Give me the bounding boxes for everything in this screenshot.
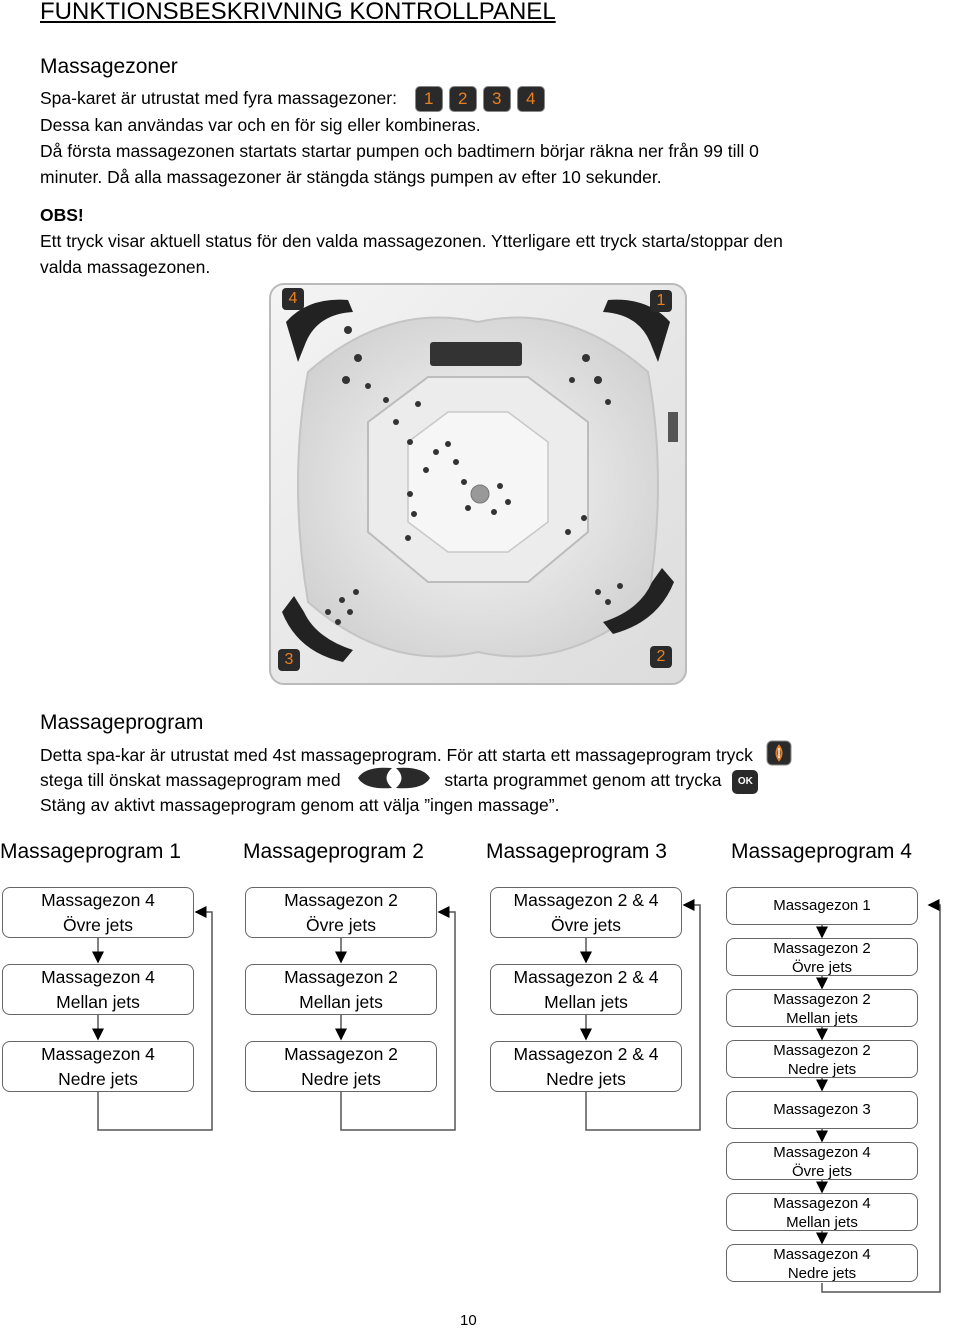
program-line-2a-text: stega till önskat massageprogram med — [40, 770, 341, 791]
program-3-step-1 — [490, 887, 682, 938]
program-4-step-7 — [726, 1193, 918, 1231]
step-jets: Mellan jets — [56, 992, 140, 1012]
step-jets: Övre jets — [62, 915, 134, 935]
obs-label: OBS! — [40, 205, 84, 225]
program-line-1-text: Detta spa-kar är utrustat med 4st massageprogram. För att starta ett massageprogram tryck — [40, 745, 753, 766]
program-3-step-3 — [490, 1041, 682, 1092]
program-2-step-2 — [245, 964, 437, 1015]
step-zone: Massagezon 4 — [41, 967, 155, 987]
spa-tub-drawing — [268, 282, 688, 686]
step-jets: Övre jets — [305, 915, 377, 935]
step-zone: Massagezon 2 — [773, 940, 871, 957]
program-4-step-4 — [726, 1040, 918, 1078]
zone-key-3[interactable]: 3 — [483, 86, 511, 112]
step-jets: Övre jets — [791, 1163, 852, 1180]
page-title: FUNKTIONSBESKRIVNING KONTROLLPANEL — [40, 0, 556, 25]
step-zone: Massagezon 2 — [773, 991, 871, 1008]
page-number: 10 — [460, 1312, 477, 1329]
zones-line-4: minuter. Då alla massagezoner är stängda stängs pumpen av efter 10 sekunder. — [40, 167, 662, 187]
program-4-step-2 — [726, 938, 918, 976]
program-1-title: Massageprogram 1 — [0, 840, 181, 863]
program-4-step-6 — [726, 1142, 918, 1180]
step-zone: Massagezon 1 — [773, 897, 871, 914]
spa-tub-illustration — [268, 282, 688, 686]
zone-key-1[interactable]: 1 — [415, 86, 443, 112]
step-zone: Massagezon 2 & 4 — [513, 1044, 659, 1064]
program-1-step-2 — [2, 964, 194, 1015]
tub-zone-label-2: 2 — [650, 646, 672, 668]
zone-key-2[interactable]: 2 — [449, 86, 477, 112]
tub-zone-label-1: 1 — [650, 290, 672, 312]
program-2-step-3 — [245, 1041, 437, 1092]
step-zone: Massagezon 4 — [773, 1144, 871, 1161]
step-jets: Nedre jets — [546, 1069, 626, 1089]
zones-line-1-text: Spa-karet är utrustat med fyra massagezoner: — [40, 88, 397, 108]
program-4-step-1 — [726, 887, 918, 925]
zones-line-5: Ett tryck visar aktuell status för den valda massagezonen. Ytterligare ett tryck starta/stoppar den — [40, 231, 783, 251]
step-zone: Massagezon 2 & 4 — [513, 967, 659, 987]
zones-line-6: valda massagezonen. — [40, 257, 211, 277]
program-heading: Massageprogram — [40, 711, 204, 734]
program-4-step-5 — [726, 1091, 918, 1129]
step-zone: Massagezon 4 — [41, 890, 155, 910]
program-4-step-3 — [726, 989, 918, 1027]
step-jets: Mellan jets — [544, 992, 628, 1012]
step-zone: Massagezon 2 & 4 — [513, 890, 659, 910]
zones-line-1 — [40, 85, 551, 112]
program-3-step-2 — [490, 964, 682, 1015]
step-jets: Nedre jets — [787, 1265, 857, 1282]
step-zone: Massagezon 4 — [773, 1246, 871, 1263]
step-jets: Mellan jets — [786, 1214, 858, 1231]
step-jets: Övre jets — [791, 959, 852, 976]
step-zone: Massagezon 2 — [284, 890, 398, 910]
step-zone: Massagezon 2 — [773, 1042, 871, 1059]
program-1-step-1 — [2, 887, 194, 938]
step-jets: Nedre jets — [301, 1069, 381, 1089]
massage-program-button-icon[interactable] — [766, 740, 792, 773]
step-zone: Massagezon 3 — [773, 1101, 871, 1118]
program-2-step-1 — [245, 887, 437, 938]
step-zone: Massagezon 4 — [773, 1195, 871, 1212]
program-line-2b-text: starta programmet genom att trycka — [444, 770, 722, 791]
zone-key-4[interactable]: 4 — [517, 86, 545, 112]
step-jets: Övre jets — [550, 915, 622, 935]
step-jets: Mellan jets — [299, 992, 383, 1012]
tub-zone-label-4: 4 — [282, 288, 304, 310]
step-zone: Massagezon 2 — [284, 1044, 398, 1064]
step-zone: Massagezon 4 — [41, 1044, 155, 1064]
tub-zone-label-3: 3 — [278, 649, 300, 671]
program-4-step-8 — [726, 1244, 918, 1282]
program-2-title: Massageprogram 2 — [243, 840, 424, 863]
zones-line-2: Dessa kan användas var och en för sig eller kombineras. — [40, 115, 481, 135]
program-line-3: Stäng av aktivt massageprogram genom att välja ”ingen massage”. — [40, 795, 560, 815]
zones-line-3: Då första massagezonen startats startar pumpen och badtimern börjar räkna ner från 99 till 0 — [40, 141, 759, 161]
program-4-title: Massageprogram 4 — [731, 840, 912, 863]
program-1-step-3 — [2, 1041, 194, 1092]
ok-button-icon[interactable]: OK — [732, 770, 758, 794]
zones-heading: Massagezoner — [40, 55, 178, 78]
step-jets: Nedre jets — [58, 1069, 138, 1089]
step-zone: Massagezon 2 — [284, 967, 398, 987]
program-3-title: Massageprogram 3 — [486, 840, 667, 863]
step-jets: Mellan jets — [786, 1010, 858, 1027]
step-jets: Nedre jets — [787, 1061, 857, 1078]
